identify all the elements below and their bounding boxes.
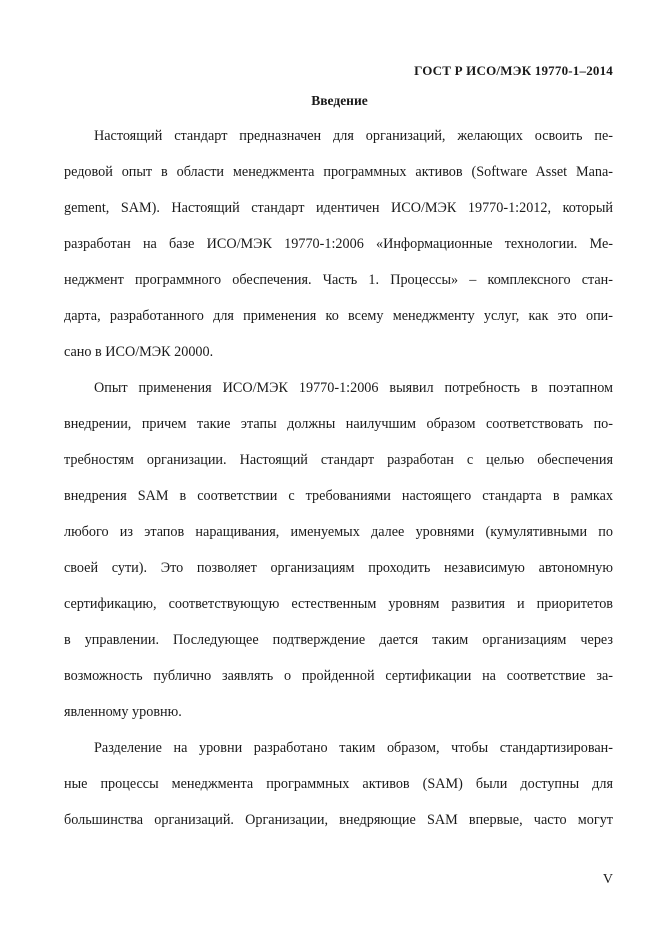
text-line: внедрении, причем такие этапы должны наилучшим образом соответствовать по- <box>64 416 613 432</box>
text-line: возможность публично заявлять о пройденной сертификации на соответствие за- <box>64 668 613 684</box>
text-line: дарта, разработанного для применения ко всему менеджменту услуг, как это опи- <box>64 308 613 324</box>
text-line: Опыт применения ИСО/МЭК 19770-1:2006 выявил потребность в поэтапном <box>94 380 613 396</box>
text-line: неджмент программного обеспечения. Часть 1. Процессы» – комплексного стан- <box>64 272 613 288</box>
text-line: своей сути). Это позволяет организациям проходить независимую автономную <box>64 560 613 576</box>
text-line: большинства организаций. Организации, внедряющие SAM впервые, часто могут <box>64 812 613 828</box>
text-line: редовой опыт в области менеджмента программных активов (Software Asset Mana- <box>64 164 613 180</box>
document-code-header: ГОСТ Р ИСО/МЭК 19770-1–2014 <box>414 63 613 78</box>
text-line: разработан на базе ИСО/МЭК 19770-1:2006 «Информационные технологии. Ме- <box>64 236 613 252</box>
page-number: V <box>602 872 613 887</box>
text-line: в управлении. Последующее подтверждение дается таким организациям через <box>64 632 613 648</box>
text-line: требностям организации. Настоящий стандарт разработан с целью обеспечения <box>64 452 613 468</box>
text-line: gement, SAM). Настоящий стандарт идентичен ИСО/МЭК 19770-1:2012, который <box>64 200 613 216</box>
text-line: Разделение на уровни разработано таким образом, чтобы стандартизирован- <box>94 740 613 756</box>
text-line: сано в ИСО/МЭК 20000. <box>64 344 214 360</box>
text-line: явленному уровню. <box>64 704 182 720</box>
text-line: ные процессы менеджмента программных активов (SAM) были доступны для <box>64 776 613 792</box>
text-line: Настоящий стандарт предназначен для организаций, желающих освоить пе- <box>94 128 613 144</box>
section-title: Введение <box>311 93 368 108</box>
text-line: внедрения SAM в соответствии с требованиями настоящего стандарта в рамках <box>64 488 613 504</box>
text-line: сертификацию, соответствующую естественным уровням развития и приоритетов <box>64 596 613 612</box>
text-line: любого из этапов наращивания, именуемых далее уровнями (кумулятивными по <box>64 524 613 540</box>
